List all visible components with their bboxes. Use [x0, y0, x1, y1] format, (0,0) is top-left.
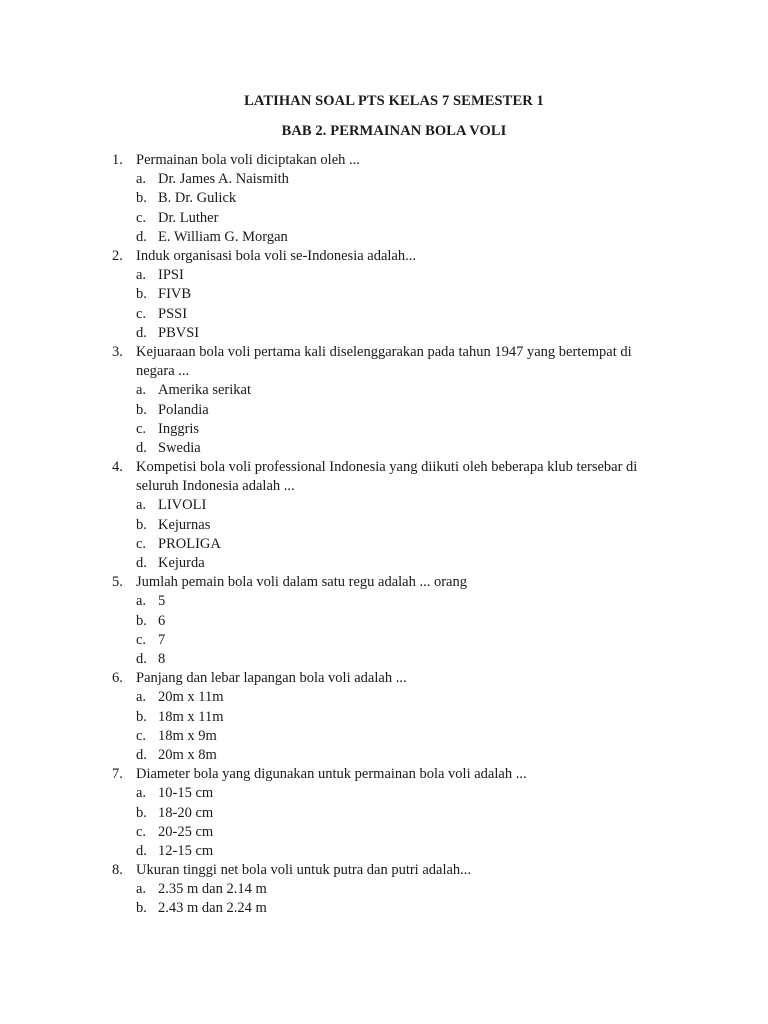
option-letter: c.	[136, 305, 147, 322]
question-text: Induk organisasi bola voli se-Indonesia adalah...	[136, 247, 416, 264]
answer-option	[0, 650, 768, 669]
option-text: Dr. James A. Naismith	[158, 171, 289, 188]
option-letter: a.	[136, 171, 147, 188]
answer-option	[0, 401, 768, 420]
option-letter: c.	[136, 823, 147, 840]
option-text: 8	[158, 650, 166, 667]
answer-option	[0, 496, 768, 515]
option-text: 18m x 9m	[158, 727, 217, 744]
answer-option	[0, 324, 768, 343]
option-text: LIVOLI	[158, 497, 207, 514]
option-letter: c.	[136, 420, 147, 437]
answer-option	[0, 266, 768, 285]
question-item	[0, 343, 768, 458]
option-letter: a.	[136, 497, 147, 514]
option-letter: b.	[136, 708, 147, 725]
option-list	[0, 880, 768, 918]
option-list	[0, 592, 768, 669]
question-text: Jumlah pemain bola voli dalam satu regu adalah ... orang	[136, 574, 467, 591]
option-letter: c.	[136, 535, 147, 552]
option-text: IPSI	[158, 267, 184, 284]
option-letter: d.	[136, 650, 147, 667]
option-text: Kejurnas	[158, 516, 211, 533]
option-letter: c.	[136, 727, 147, 744]
question-item	[0, 151, 768, 247]
option-text: FIVB	[158, 286, 192, 303]
option-letter: b.	[136, 900, 147, 917]
document-title: LATIHAN SOAL PTS KELAS 7 SEMESTER 1	[244, 93, 544, 109]
answer-option	[0, 535, 768, 554]
option-text: B. Dr. Gulick	[158, 190, 237, 207]
option-letter: b.	[136, 516, 147, 533]
option-text: Swedia	[158, 439, 201, 456]
option-list	[0, 784, 768, 861]
answer-option	[0, 688, 768, 707]
option-letter: a.	[136, 689, 147, 706]
answer-option	[0, 554, 768, 573]
option-text: PROLIGA	[158, 535, 221, 552]
answer-option	[0, 420, 768, 439]
question-item	[0, 458, 768, 573]
option-letter: a.	[136, 785, 147, 802]
option-text: E. William G. Morgan	[158, 228, 288, 245]
question-number: 2.	[112, 247, 123, 264]
option-letter: d.	[136, 842, 147, 859]
option-list	[0, 496, 768, 573]
option-letter: d.	[136, 324, 147, 341]
option-text: Inggris	[158, 420, 200, 437]
option-letter: b.	[136, 612, 147, 629]
option-letter: a.	[136, 382, 147, 399]
option-letter: a.	[136, 267, 147, 284]
question-item	[0, 573, 768, 669]
answer-option	[0, 189, 768, 208]
answer-option	[0, 305, 768, 324]
answer-option	[0, 439, 768, 458]
question-number: 6.	[112, 670, 123, 687]
option-text: 5	[158, 593, 166, 610]
option-letter: c.	[136, 631, 147, 648]
question-text: Kejuaraan bola voli pertama kali diselenggarakan pada tahun 1947 yang bertempat di negara ...	[136, 343, 632, 380]
option-text: 12-15 cm	[158, 842, 214, 859]
option-text: 2.35 m dan 2.14 m	[158, 881, 267, 898]
option-text: Polandia	[158, 401, 209, 418]
answer-option	[0, 804, 768, 823]
question-text: Ukuran tinggi net bola voli untuk putra dan putri adalah...	[136, 862, 472, 879]
question-text: Panjang dan lebar lapangan bola voli adalah ...	[136, 670, 407, 687]
option-text: 6	[158, 612, 166, 629]
option-letter: d.	[136, 439, 147, 456]
answer-option	[0, 592, 768, 611]
option-letter: d.	[136, 555, 147, 572]
option-text: 10-15 cm	[158, 785, 214, 802]
option-letter: c.	[136, 209, 147, 226]
question-item	[0, 669, 768, 765]
option-text: 2.43 m dan 2.24 m	[158, 900, 267, 917]
option-list	[0, 266, 768, 343]
question-item	[0, 861, 768, 919]
answer-option	[0, 170, 768, 189]
option-list	[0, 688, 768, 765]
answer-option	[0, 381, 768, 400]
option-list	[0, 381, 768, 458]
question-number: 5.	[112, 574, 123, 591]
answer-option	[0, 784, 768, 803]
answer-option	[0, 209, 768, 228]
question-item	[0, 247, 768, 343]
question-item	[0, 765, 768, 861]
option-list	[0, 170, 768, 247]
answer-option	[0, 899, 768, 918]
answer-option	[0, 285, 768, 304]
option-text: 7	[158, 631, 166, 648]
answer-option	[0, 727, 768, 746]
question-text: Permainan bola voli diciptakan oleh ...	[136, 152, 360, 168]
answer-option	[0, 842, 768, 861]
question-list	[0, 151, 768, 919]
option-letter: b.	[136, 804, 147, 821]
option-text: 18-20 cm	[158, 804, 214, 821]
option-text: 20m x 11m	[158, 689, 224, 706]
answer-option	[0, 746, 768, 765]
document-subtitle: BAB 2. PERMAINAN BOLA VOLI	[281, 123, 507, 139]
option-text: PSSI	[158, 305, 188, 322]
question-text: Kompetisi bola voli professional Indonesia yang diikuti oleh beberapa klub tersebar di seluruh Indonesia adalah ...	[136, 459, 638, 495]
option-letter: d.	[136, 228, 147, 245]
option-letter: b.	[136, 190, 147, 207]
option-letter: b.	[136, 401, 147, 418]
answer-option	[0, 631, 768, 650]
question-text: Diameter bola yang digunakan untuk permainan bola voli adalah ...	[136, 766, 527, 783]
answer-option	[0, 516, 768, 535]
answer-option	[0, 612, 768, 631]
option-letter: a.	[136, 593, 147, 610]
option-text: 20m x 8m	[158, 746, 217, 763]
option-text: 20-25 cm	[158, 823, 214, 840]
question-number: 4.	[112, 459, 123, 476]
option-text: PBVSI	[158, 324, 200, 341]
option-letter: b.	[136, 286, 147, 303]
answer-option	[0, 823, 768, 842]
option-letter: a.	[136, 881, 147, 898]
option-text: Amerika serikat	[158, 382, 252, 399]
question-number: 7.	[112, 766, 123, 783]
answer-option	[0, 880, 768, 899]
option-text: 18m x 11m	[158, 708, 224, 725]
answer-option	[0, 228, 768, 247]
question-number: 3.	[112, 343, 123, 360]
question-number: 1.	[112, 152, 123, 168]
option-text: Kejurda	[158, 555, 205, 572]
answer-option	[0, 708, 768, 727]
option-text: Dr. Luther	[158, 209, 219, 226]
option-letter: d.	[136, 746, 147, 763]
question-number: 8.	[112, 862, 123, 879]
